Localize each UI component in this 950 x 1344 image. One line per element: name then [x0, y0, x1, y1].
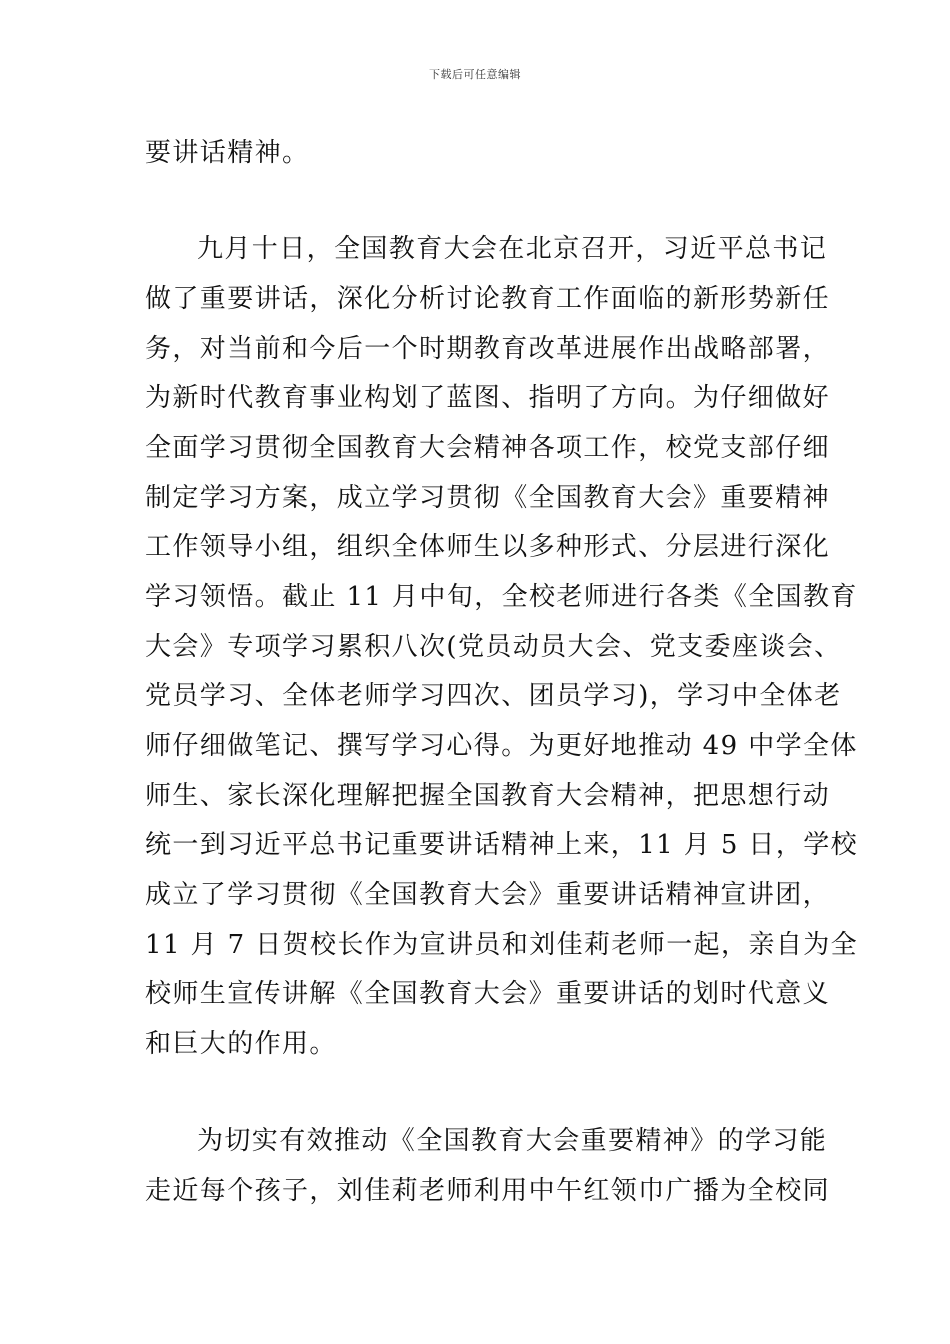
- text-line: 成立了学习贯彻《全国教育大会》重要讲话精神宣讲团，: [145, 880, 831, 910]
- text-line: 为新时代教育事业构划了蓝图、指明了方向。为仔细做好: [145, 383, 831, 413]
- text-line: 和巨大的作用。: [145, 1029, 337, 1059]
- text-line: 师仔细做笔记、撰写学习心得。为更好地推动 49 中学全体: [145, 731, 858, 761]
- text-line: 师生、家长深化理解把握全国教育大会精神，把思想行动: [145, 781, 831, 811]
- text-line: 务，对当前和今后一个时期教育改革进展作出战略部署，: [145, 334, 831, 364]
- text-line: 做了重要讲话，深化分析讨论教育工作面临的新形势新任: [145, 284, 831, 314]
- text-line: 党员学习、全体老师学习四次、团员学习)，学习中全体老: [145, 681, 842, 711]
- text-line: 学习领悟。截止 11 月中旬，全校老师进行各类《全国教育: [145, 582, 858, 612]
- paragraph-first-line: 九月十日，全国教育大会在北京召开，习近平总书记: [197, 234, 828, 264]
- paragraph-first-line: 为切实有效推动《全国教育大会重要精神》的学习能: [197, 1126, 828, 1156]
- text-line: 走近每个孩子，刘佳莉老师利用中午红领巾广播为全校同: [145, 1176, 831, 1206]
- text-line: 全面学习贯彻全国教育大会精神各项工作，校党支部仔细: [145, 433, 831, 463]
- text-line: 校师生宣传讲解《全国教育大会》重要讲话的划时代意义: [145, 979, 831, 1009]
- text-line: 要讲话精神。: [145, 138, 310, 168]
- page-header: 下载后可任意编辑: [429, 68, 521, 81]
- text-line: 统一到习近平总书记重要讲话精神上来，11 月 5 日，学校: [145, 830, 859, 860]
- text-line: 工作领导小组，组织全体师生以多种形式、分层进行深化: [145, 532, 831, 562]
- text-line: 11 月 7 日贺校长作为宣讲员和刘佳莉老师一起，亲自为全: [145, 930, 859, 960]
- text-line: 大会》专项学习累积八次(党员动员大会、党支委座谈会、: [145, 632, 842, 662]
- text-line: 制定学习方案，成立学习贯彻《全国教育大会》重要精神: [145, 483, 831, 513]
